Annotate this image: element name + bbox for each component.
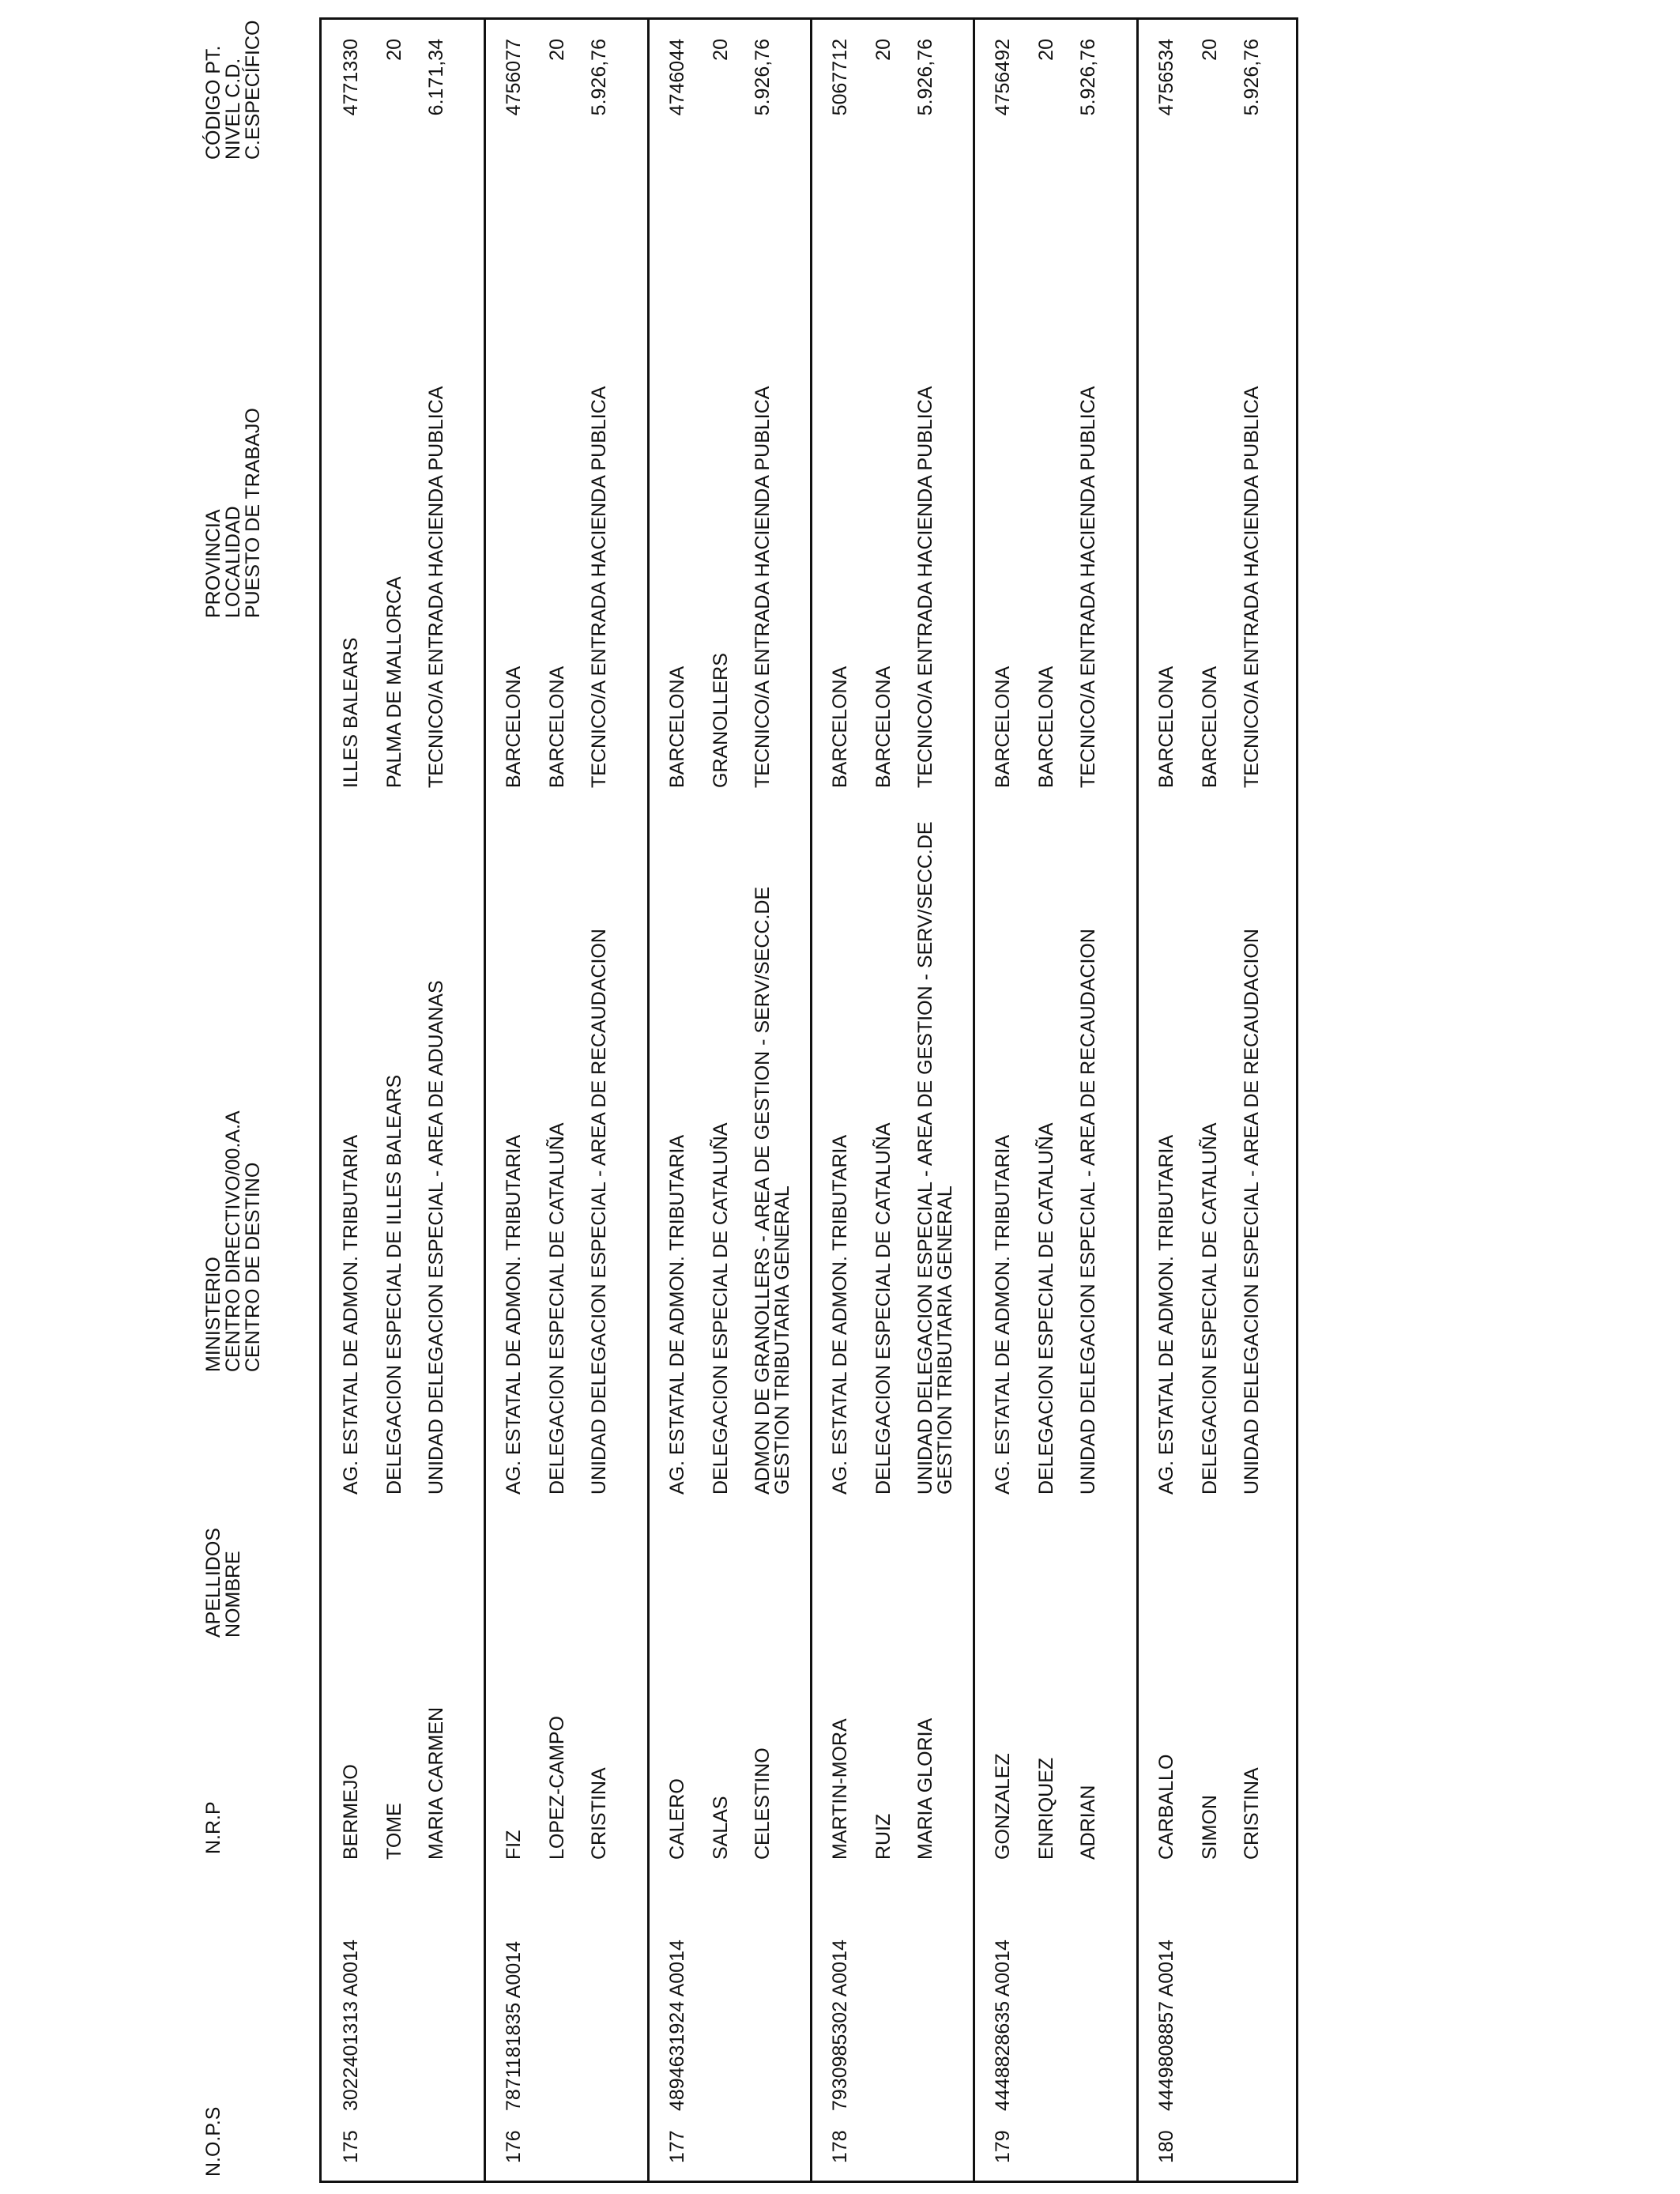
table-row <box>322 20 484 2181</box>
ministerio-cell: AG. ESTATAL DE ADMON. TRIBUTARIA <box>992 1134 1014 1495</box>
puesto-cell: TECNICO/A ENTRADA HACIENDA PUBLICA <box>425 386 447 788</box>
nops-cell: 178 <box>829 2130 851 2163</box>
apellido1-cell: CALERO <box>666 1778 688 1860</box>
apellido1-cell: FIZ <box>503 1830 525 1860</box>
puesto-cell: TECNICO/A ENTRADA HACIENDA PUBLICA <box>751 386 774 788</box>
centro-directivo-cell: DELEGACION ESPECIAL DE CATALUÑA <box>710 1122 732 1495</box>
codigo-pt-cell: 4756534 <box>1155 39 1177 116</box>
header-nrp <box>204 1801 224 1854</box>
header-provincia <box>204 408 263 618</box>
centro-directivo-cell: DELEGACION ESPECIAL DE CATALUÑA <box>1035 1122 1057 1495</box>
apellido1-cell: CARBALLO <box>1155 1754 1177 1860</box>
localidad-cell: BARCELONA <box>1035 665 1057 788</box>
personnel-table <box>319 17 1298 2183</box>
ministerio-cell: AG. ESTATAL DE ADMON. TRIBUTARIA <box>1155 1134 1177 1495</box>
localidad-cell: BARCELONA <box>872 665 895 788</box>
table-row <box>484 20 647 2181</box>
nivel-cd-cell: 20 <box>546 39 568 61</box>
puesto-cell: TECNICO/A ENTRADA HACIENDA PUBLICA <box>1077 386 1099 788</box>
ministerio-cell: AG. ESTATAL DE ADMON. TRIBUTARIA <box>829 1134 851 1495</box>
centro-destino-cell: UNIDAD DELEGACION ESPECIAL - AREA DE RECAUDACION <box>1077 929 1099 1495</box>
provincia-cell: BARCELONA <box>666 665 688 788</box>
apellido2-cell: SIMON <box>1199 1795 1221 1860</box>
nops-cell: 180 <box>1155 2130 1177 2163</box>
nivel-cd-cell: 20 <box>383 39 405 61</box>
nops-cell: 179 <box>992 2130 1014 2163</box>
nops-cell: 176 <box>503 2130 525 2163</box>
header-line: NIVEL C.D. <box>222 58 244 160</box>
nivel-cd-cell: 20 <box>872 39 895 61</box>
header-line: APELLIDOS <box>202 1528 224 1638</box>
provincia-cell: ILLES BALEARS <box>340 637 362 788</box>
c-especifico-cell: 5.926,76 <box>751 39 774 116</box>
centro-destino-cell: ADMON DE GRANOLLERS - AREA DE GESTION - SERV/SECC.DE GESTION TRIBUTARIA GENERAL <box>751 886 793 1495</box>
c-especifico-cell: 5.926,76 <box>588 39 610 116</box>
localidad-cell: PALMA DE MALLORCA <box>383 576 405 788</box>
apellido1-cell: GONZALEZ <box>992 1753 1014 1860</box>
header-line: N.R.P <box>202 1801 224 1854</box>
table-row <box>647 20 810 2181</box>
nivel-cd-cell: 20 <box>1199 39 1221 61</box>
header-centro <box>204 1110 263 1372</box>
apellido2-cell: RUIZ <box>872 1813 895 1860</box>
header-line: N.O.P.S <box>202 2106 224 2177</box>
table-row <box>810 20 973 2181</box>
centro-directivo-cell: DELEGACION ESPECIAL DE CATALUÑA <box>872 1122 895 1495</box>
nops-cell: 177 <box>666 2130 688 2163</box>
nombre-cell: MARIA GLORIA <box>914 1717 936 1860</box>
centro-destino-cell: UNIDAD DELEGACION ESPECIAL - AREA DE RECAUDACION <box>588 929 610 1495</box>
puesto-cell: TECNICO/A ENTRADA HACIENDA PUBLICA <box>914 386 936 788</box>
header-line: NOMBRE <box>222 1551 244 1638</box>
centro-destino-cell: UNIDAD DELEGACION ESPECIAL - AREA DE RECAUDACION <box>1241 929 1263 1495</box>
puesto-cell: TECNICO/A ENTRADA HACIENDA PUBLICA <box>1241 386 1263 788</box>
provincia-cell: BARCELONA <box>1155 665 1177 788</box>
codigo-pt-cell: 4756492 <box>992 39 1014 116</box>
ministerio-cell: AG. ESTATAL DE ADMON. TRIBUTARIA <box>503 1134 525 1495</box>
apellido2-cell: LOPEZ-CAMPO <box>546 1716 568 1860</box>
nops-cell: 175 <box>340 2130 362 2163</box>
apellido2-cell: TOME <box>383 1803 405 1860</box>
codigo-pt-cell: 4746044 <box>666 39 688 116</box>
apellido1-cell: BERMEJO <box>340 1764 362 1860</box>
nrp-cell: 4448828635 A0014 <box>992 1940 1014 2111</box>
provincia-cell: BARCELONA <box>829 665 851 788</box>
header-line: PUESTO DE TRABAJO <box>242 408 264 618</box>
header-apellidos <box>204 1528 243 1638</box>
nombre-cell: CELESTINO <box>751 1747 774 1860</box>
nivel-cd-cell: 20 <box>710 39 732 61</box>
nrp-cell: 3022401313 A0014 <box>340 1940 362 2111</box>
provincia-cell: BARCELONA <box>503 665 525 788</box>
nombre-cell: CRISTINA <box>588 1767 610 1860</box>
apellido1-cell: MARTIN-MORA <box>829 1718 851 1860</box>
header-line: PROVINCIA <box>202 509 224 618</box>
localidad-cell: BARCELONA <box>546 665 568 788</box>
ministerio-cell: AG. ESTATAL DE ADMON. TRIBUTARIA <box>340 1134 362 1495</box>
centro-destino-cell: UNIDAD DELEGACION ESPECIAL - AREA DE ADUANAS <box>425 980 447 1495</box>
nombre-cell: ADRIAN <box>1077 1785 1099 1860</box>
localidad-cell: BARCELONA <box>1199 665 1221 788</box>
localidad-cell: GRANOLLERS <box>710 653 732 788</box>
codigo-pt-cell: 4756077 <box>503 39 525 116</box>
c-especifico-cell: 6.171,34 <box>425 39 447 116</box>
header-line: CÓDIGO PT. <box>202 45 224 160</box>
centro-directivo-cell: DELEGACION ESPECIAL DE ILLES BALEARS <box>383 1074 405 1495</box>
centro-directivo-cell: DELEGACION ESPECIAL DE CATALUÑA <box>1199 1122 1221 1495</box>
nrp-cell: 4894631924 A0014 <box>666 1940 688 2111</box>
header-line: C.ESPECÍFICO <box>242 20 264 160</box>
nrp-cell: 7871181835 A0014 <box>503 1940 525 2111</box>
codigo-pt-cell: 5067712 <box>829 39 851 116</box>
header-nops <box>204 2107 224 2177</box>
header-line: MINISTERIO <box>202 1257 224 1372</box>
centro-destino-cell: UNIDAD DELEGACION ESPECIAL - AREA DE GESTION - SERV/SECC.DE GESTION TRIBUTARIA GENERAL <box>914 821 956 1495</box>
table-row <box>973 20 1136 2181</box>
header-line: CENTRO DIRECTIVO/00.A.A <box>222 1110 244 1372</box>
nombre-cell: CRISTINA <box>1241 1767 1263 1860</box>
ministerio-cell: AG. ESTATAL DE ADMON. TRIBUTARIA <box>666 1134 688 1495</box>
header-line: LOCALIDAD <box>222 506 244 618</box>
header-line: CENTRO DE DESTINO <box>242 1162 264 1372</box>
c-especifico-cell: 5.926,76 <box>914 39 936 116</box>
nrp-cell: 4449808857 A0014 <box>1155 1940 1177 2111</box>
provincia-cell: BARCELONA <box>992 665 1014 788</box>
nrp-cell: 7930985302 A0014 <box>829 1940 851 2111</box>
codigo-pt-cell: 4771330 <box>340 39 362 116</box>
centro-directivo-cell: DELEGACION ESPECIAL DE CATALUÑA <box>546 1122 568 1495</box>
nombre-cell: MARIA CARMEN <box>425 1706 447 1860</box>
nivel-cd-cell: 20 <box>1035 39 1057 61</box>
header-codigo <box>204 21 263 160</box>
c-especifico-cell: 5.926,76 <box>1077 39 1099 116</box>
c-especifico-cell: 5.926,76 <box>1241 39 1263 116</box>
table-row <box>1136 20 1296 2181</box>
apellido2-cell: ENRIQUEZ <box>1035 1757 1057 1860</box>
apellido2-cell: SALAS <box>710 1796 732 1860</box>
puesto-cell: TECNICO/A ENTRADA HACIENDA PUBLICA <box>588 386 610 788</box>
